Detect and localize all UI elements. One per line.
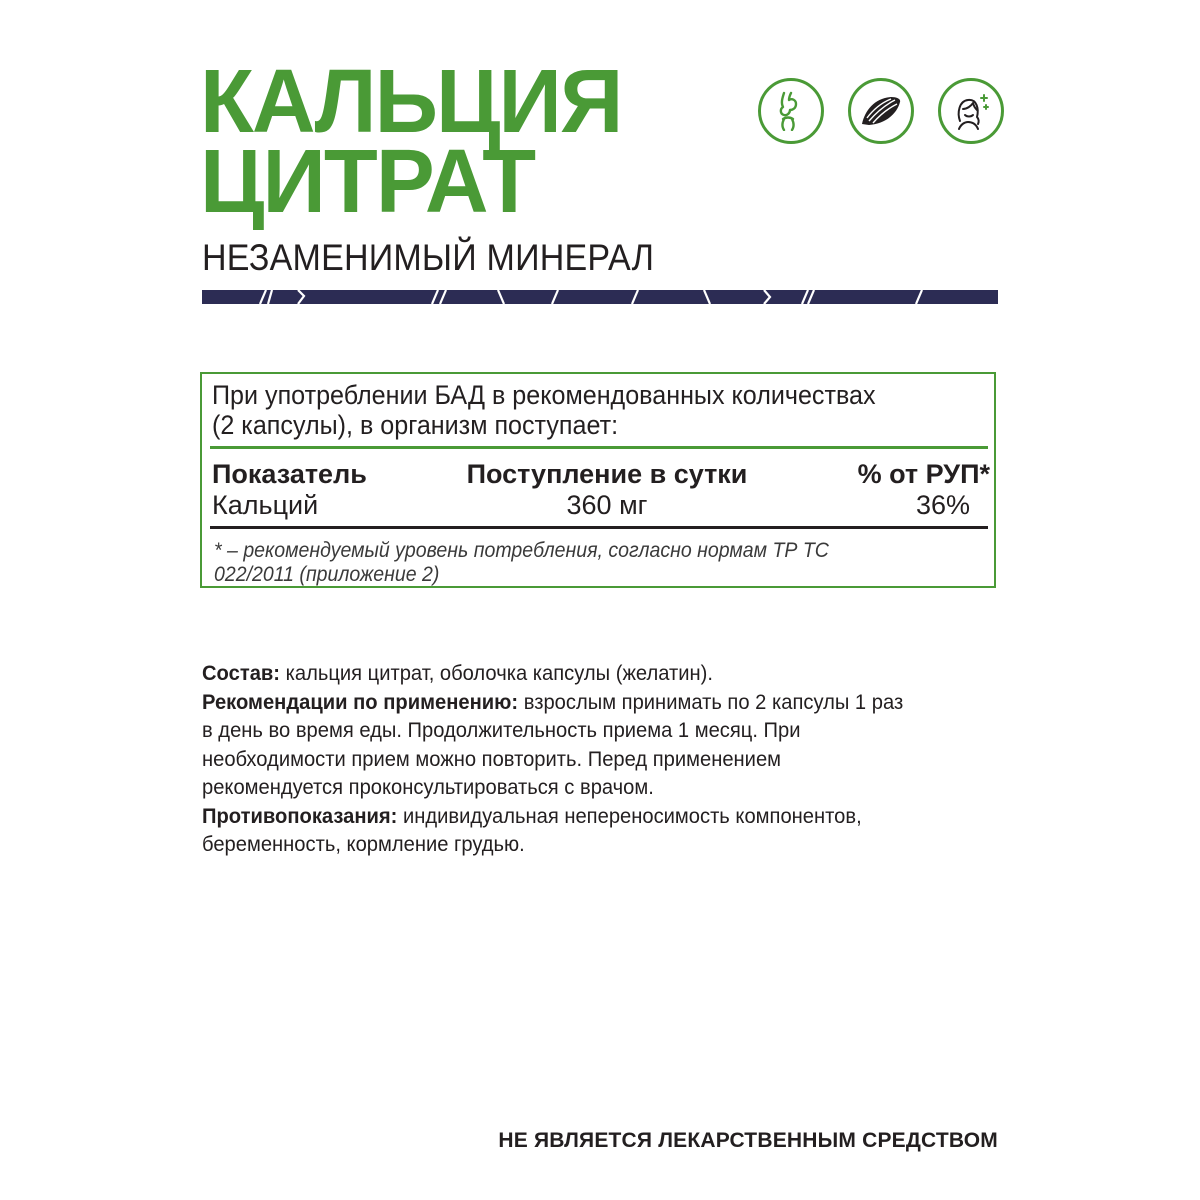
benefit-icons [758,78,1004,144]
footnote-line-2: 022/2011 (приложение 2) [214,563,440,586]
stripe-bar [202,290,998,304]
product-title-line-1: КАЛЬЦИЯ [200,52,622,152]
nutrition-intro-line-2: (2 капсулы), в организм поступает: [212,410,619,440]
composition-text: кальция цитрат, оболочка капсулы (желатин). [280,662,713,685]
usage-text-2: в день во время еды. Продолжительность приема 1 месяц. При [202,719,801,742]
table-cell-indicator: Кальций [212,490,319,520]
nutrition-intro-line-1: При употреблении БАД в рекомендованных количествах [212,380,876,410]
joint-icon [758,78,824,144]
beauty-icon [938,78,1004,144]
composition-label: Состав: [202,662,281,685]
table-cell-rda-percent: 36% [915,490,970,520]
footnote-line-1: * – рекомендуемый уровень потребления, согласно нормам ТР ТС [214,539,829,562]
usage-text-3: необходимости прием можно повторить. Перед применением [202,747,782,771]
contraindications-text-1: индивидуальная непереносимость компонентов, [397,804,862,828]
muscle-icon [848,78,914,144]
column-header-daily-intake: Поступление в сутки [466,459,748,489]
decorative-stripe [202,290,998,304]
column-header-indicator: Показатель [212,459,367,489]
product-title-line-2: ЦИТРАТ [200,132,535,232]
usage-text-4: рекомендуется проконсультироваться с врачом. [202,776,654,799]
product-description [202,660,989,860]
table-cell-daily-intake: 360 мг [566,490,648,520]
usage-label: Рекомендации по применению: [202,690,519,714]
not-a-medicine-disclaimer: НЕ ЯВЛЯЕТСЯ ЛЕКАРСТВЕННЫМ СРЕДСТВОМ [498,1129,998,1152]
usage-paragraph [202,689,989,803]
contraindications-text-2: беременность, кормление грудью. [202,833,525,856]
product-subtitle: НЕЗАМЕНИМЫЙ МИНЕРАЛ [202,237,655,278]
table-top-rule [210,446,988,449]
composition-paragraph [202,660,989,689]
column-header-rda-percent: % от РУП* [857,459,990,489]
usage-text-1: взрослым принимать по 2 капсулы 1 раз [518,690,904,714]
table-footnote [214,539,939,587]
contraindications-label: Противопоказания: [202,804,398,828]
nutrition-intro [212,380,937,440]
contraindications-paragraph [202,803,989,860]
product-title [200,52,622,232]
table-bottom-rule [210,526,988,529]
nutrition-info-box [200,372,996,588]
